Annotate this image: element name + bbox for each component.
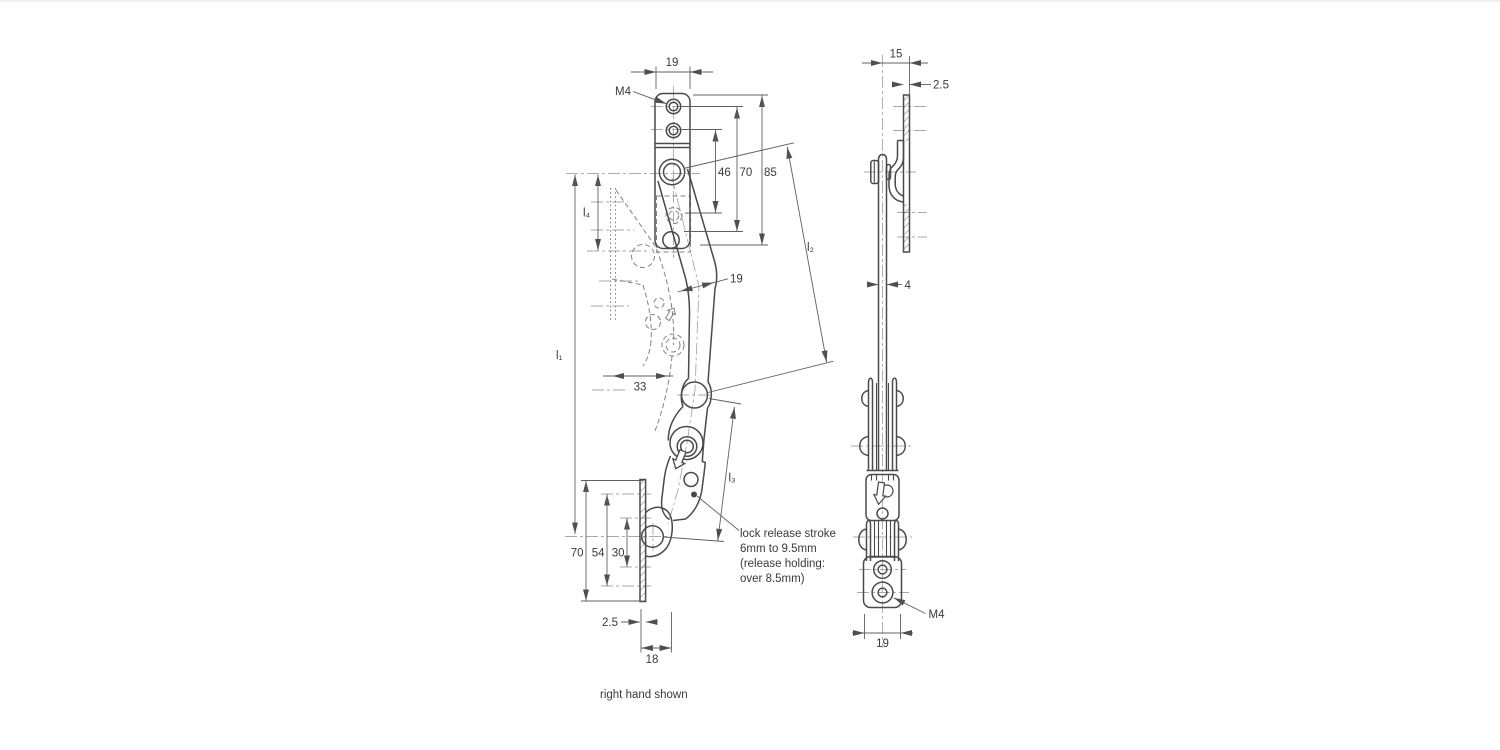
- roller-lobe: [670, 427, 703, 460]
- dim-label-15: 15: [889, 48, 903, 61]
- note-line-2: 6mm to 9.5mm: [740, 543, 817, 555]
- side-view-dimension-lines: [852, 56, 931, 639]
- dim-label-4: 4: [904, 280, 911, 292]
- side-tab: [899, 529, 907, 550]
- flat-bar: [871, 155, 891, 471]
- side-mounting-plate: [904, 95, 910, 252]
- side-view-centerlines: [851, 55, 927, 648]
- lock-release-note: [740, 528, 836, 585]
- side-tab: [862, 391, 869, 407]
- top-strike-plate: [655, 94, 690, 249]
- lock-direction-arrow-icon: [874, 482, 886, 504]
- dim-label-46: 46: [718, 167, 731, 179]
- dim-label-base-30: 30: [611, 547, 625, 560]
- front-view: [556, 57, 836, 701]
- dim-label-base-54: 54: [591, 547, 605, 560]
- dim-label-l2: l₂: [807, 242, 815, 254]
- dim-label-side-19: 19: [876, 638, 889, 650]
- dim-label-side-2-5: 2.5: [933, 79, 949, 92]
- latch-arm: [658, 169, 717, 521]
- dim-label-33: 33: [633, 381, 647, 394]
- side-tab: [859, 529, 867, 550]
- dim-label-2-5: 2.5: [602, 617, 618, 629]
- note-line-3: (release holding:: [740, 558, 826, 570]
- note-reference-dot: [691, 492, 697, 498]
- side-tab: [897, 391, 904, 407]
- dim-label-side-m4: M4: [928, 609, 945, 621]
- dim-label-l3: l₃: [728, 472, 736, 485]
- release-button-hole: [684, 473, 698, 487]
- note-line-1: lock release stroke: [740, 528, 836, 540]
- dim-label-base-70: 70: [570, 547, 584, 560]
- foot-lobe: [646, 507, 673, 556]
- arm-hole: [663, 232, 679, 248]
- mounting-foot: [640, 480, 672, 602]
- dim-label-arm-width: 19: [730, 273, 743, 286]
- phantom-release-arrow-icon: [666, 308, 676, 320]
- dim-label-85: 85: [764, 167, 777, 179]
- note-line-4: over 8.5mm): [740, 573, 805, 585]
- dim-label-l1: l₁: [556, 350, 563, 362]
- dim-label-thread-m4: M4: [615, 86, 631, 98]
- footnote-right-hand-shown: right hand shown: [600, 689, 688, 701]
- side-view: [851, 49, 949, 651]
- dim-label-70: 70: [739, 167, 753, 179]
- dim-label-top-width: 19: [665, 57, 679, 69]
- dim-label-18: 18: [645, 654, 659, 666]
- dim-label-l4: l₄: [583, 207, 591, 220]
- note-leader: [697, 496, 739, 531]
